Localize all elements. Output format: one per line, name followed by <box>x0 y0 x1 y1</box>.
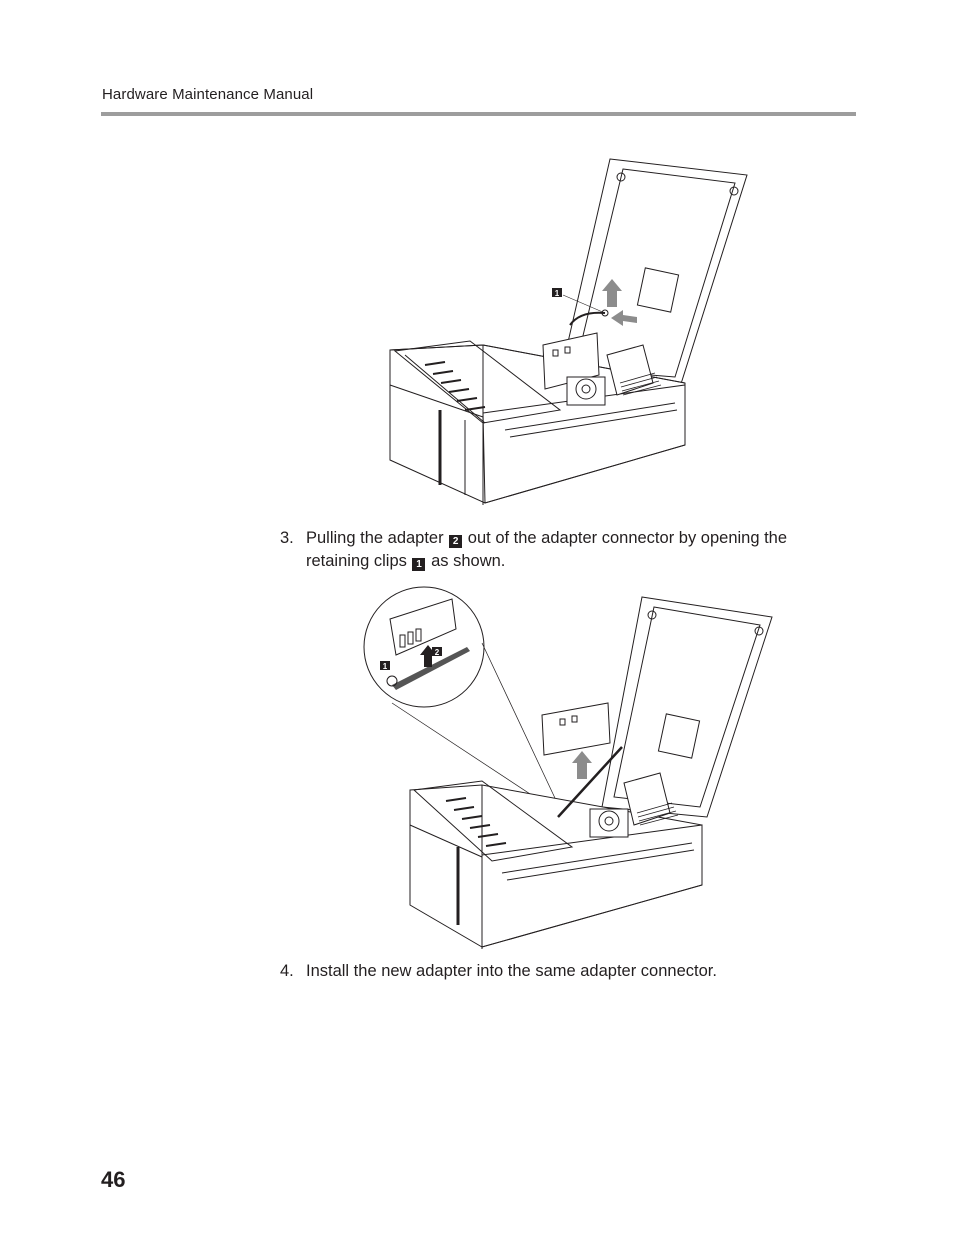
figure2-callout-2: 2 <box>434 648 440 657</box>
figure-remove-adapter <box>362 585 774 953</box>
running-header: Hardware Maintenance Manual <box>102 86 314 103</box>
step-3-number: 3. <box>280 529 294 547</box>
figure2-callout-1: 1 <box>382 662 388 671</box>
step-3-text <box>306 527 787 573</box>
step-3-text-part-4: as shown. <box>431 552 506 570</box>
callout-adapter-badge: 2 <box>449 535 462 548</box>
step-4-number: 4. <box>280 962 294 980</box>
step-3-text-part-1: Pulling the adapter <box>306 529 444 547</box>
page-number: 46 <box>101 1167 126 1192</box>
step-3 <box>280 527 840 575</box>
step-4-text: Install the new adapter into the same adapter connector. <box>306 962 717 980</box>
header-rule <box>101 112 856 116</box>
step-3-text-part-3: retaining clips <box>306 552 407 570</box>
step-3-text-part-2: out of the adapter connector by opening the <box>467 529 788 547</box>
callout-clips-badge: 1 <box>412 558 425 571</box>
figure1-callout-1: 1 <box>554 289 560 298</box>
step-4 <box>280 960 840 984</box>
figure-open-chassis-latch <box>385 155 750 515</box>
